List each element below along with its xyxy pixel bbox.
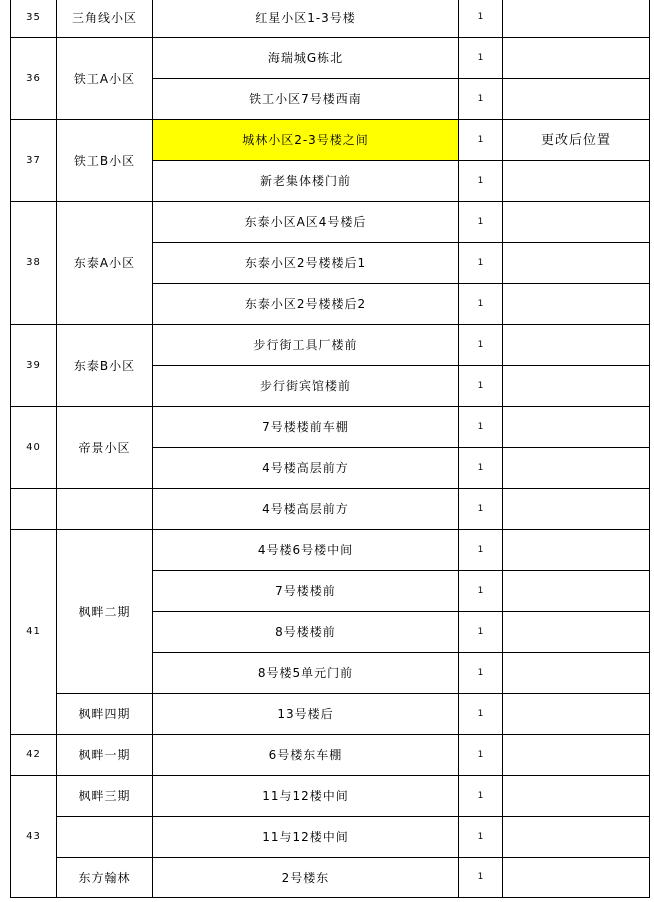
count-cell: 1 [459,817,503,858]
row-number-cell: 41 [11,530,57,735]
row-number-cell: 40 [11,407,57,489]
count-cell: 1 [459,38,503,79]
count-cell: 1 [459,530,503,571]
count-cell: 1 [459,120,503,161]
location-cell: 4号楼高层前方 [153,489,459,530]
row-number-cell: 43 [11,776,57,898]
location-cell: 铁工小区7号楼西南 [153,79,459,120]
community-cell: 铁工B小区 [57,120,153,202]
community-cell: 三角线小区 [57,0,153,38]
count-cell: 1 [459,243,503,284]
location-cell: 11与12楼中间 [153,776,459,817]
row-number-cell [11,489,57,530]
highlighted-location-cell: 城林小区2-3号楼之间 [153,120,459,161]
bin-location-table [10,0,650,898]
location-cell: 东泰小区2号楼楼后2 [153,284,459,325]
note-cell [503,735,650,776]
location-cell: 2号楼东 [153,858,459,898]
note-cell [503,530,650,571]
note-cell [503,694,650,735]
count-cell: 1 [459,366,503,407]
community-cell: 帝景小区 [57,407,153,489]
note-cell [503,653,650,694]
count-cell: 1 [459,407,503,448]
community-cell [57,489,153,530]
table-row [11,530,650,571]
note-cell [503,79,650,120]
location-cell: 海瑞城G栋北 [153,38,459,79]
location-cell: 8号楼楼前 [153,612,459,653]
note-cell [503,284,650,325]
note-cell [503,366,650,407]
table-row [11,858,650,898]
table-row [11,694,650,735]
count-cell: 1 [459,0,503,38]
note-cell [503,571,650,612]
count-cell: 1 [459,858,503,898]
table-row [11,776,650,817]
row-number-cell: 37 [11,120,57,202]
community-cell: 枫畔四期 [57,694,153,735]
count-cell: 1 [459,202,503,243]
count-cell: 1 [459,653,503,694]
location-cell: 11与12楼中间 [153,817,459,858]
table-row [11,202,650,243]
table-row [11,0,650,38]
location-cell: 步行街宾馆楼前 [153,366,459,407]
row-number-cell: 36 [11,38,57,120]
note-cell [503,489,650,530]
note-cell [503,161,650,202]
location-cell: 6号楼东车棚 [153,735,459,776]
count-cell: 1 [459,79,503,120]
community-cell: 铁工A小区 [57,38,153,120]
count-cell: 1 [459,325,503,366]
count-cell: 1 [459,612,503,653]
community-cell: 东方翰林 [57,858,153,898]
location-cell: 7号楼楼前 [153,571,459,612]
community-cell: 枫畔二期 [57,530,153,694]
location-cell: 红星小区1-3号楼 [153,0,459,38]
location-cell: 新老集体楼门前 [153,161,459,202]
count-cell: 1 [459,571,503,612]
row-number-cell: 42 [11,735,57,776]
table-row [11,735,650,776]
community-cell: 枫畔三期 [57,776,153,817]
community-cell [57,817,153,858]
note-cell [503,448,650,489]
community-cell: 东泰B小区 [57,325,153,407]
table-row [11,817,650,858]
count-cell: 1 [459,776,503,817]
table-row [11,407,650,448]
community-cell: 枫畔一期 [57,735,153,776]
note-cell [503,407,650,448]
count-cell: 1 [459,284,503,325]
note-cell: 更改后位置 [503,120,650,161]
table-row [11,489,650,530]
table-row [11,38,650,79]
location-cell: 13号楼后 [153,694,459,735]
table-row [11,120,650,161]
note-cell [503,325,650,366]
note-cell [503,817,650,858]
count-cell: 1 [459,489,503,530]
row-number-cell: 39 [11,325,57,407]
community-cell: 东泰A小区 [57,202,153,325]
note-cell [503,776,650,817]
note-cell [503,202,650,243]
location-cell: 东泰小区2号楼楼后1 [153,243,459,284]
row-number-cell: 38 [11,202,57,325]
note-cell [503,858,650,898]
note-cell [503,243,650,284]
note-cell [503,612,650,653]
location-cell: 东泰小区A区4号楼后 [153,202,459,243]
location-cell: 4号楼高层前方 [153,448,459,489]
note-cell [503,0,650,38]
count-cell: 1 [459,448,503,489]
count-cell: 1 [459,694,503,735]
row-number-cell: 35 [11,0,57,38]
location-cell: 4号楼6号楼中间 [153,530,459,571]
location-cell: 步行街工具厂楼前 [153,325,459,366]
table-row [11,325,650,366]
count-cell: 1 [459,161,503,202]
location-cell: 7号楼楼前车棚 [153,407,459,448]
location-cell: 8号楼5单元门前 [153,653,459,694]
count-cell: 1 [459,735,503,776]
note-cell [503,38,650,79]
